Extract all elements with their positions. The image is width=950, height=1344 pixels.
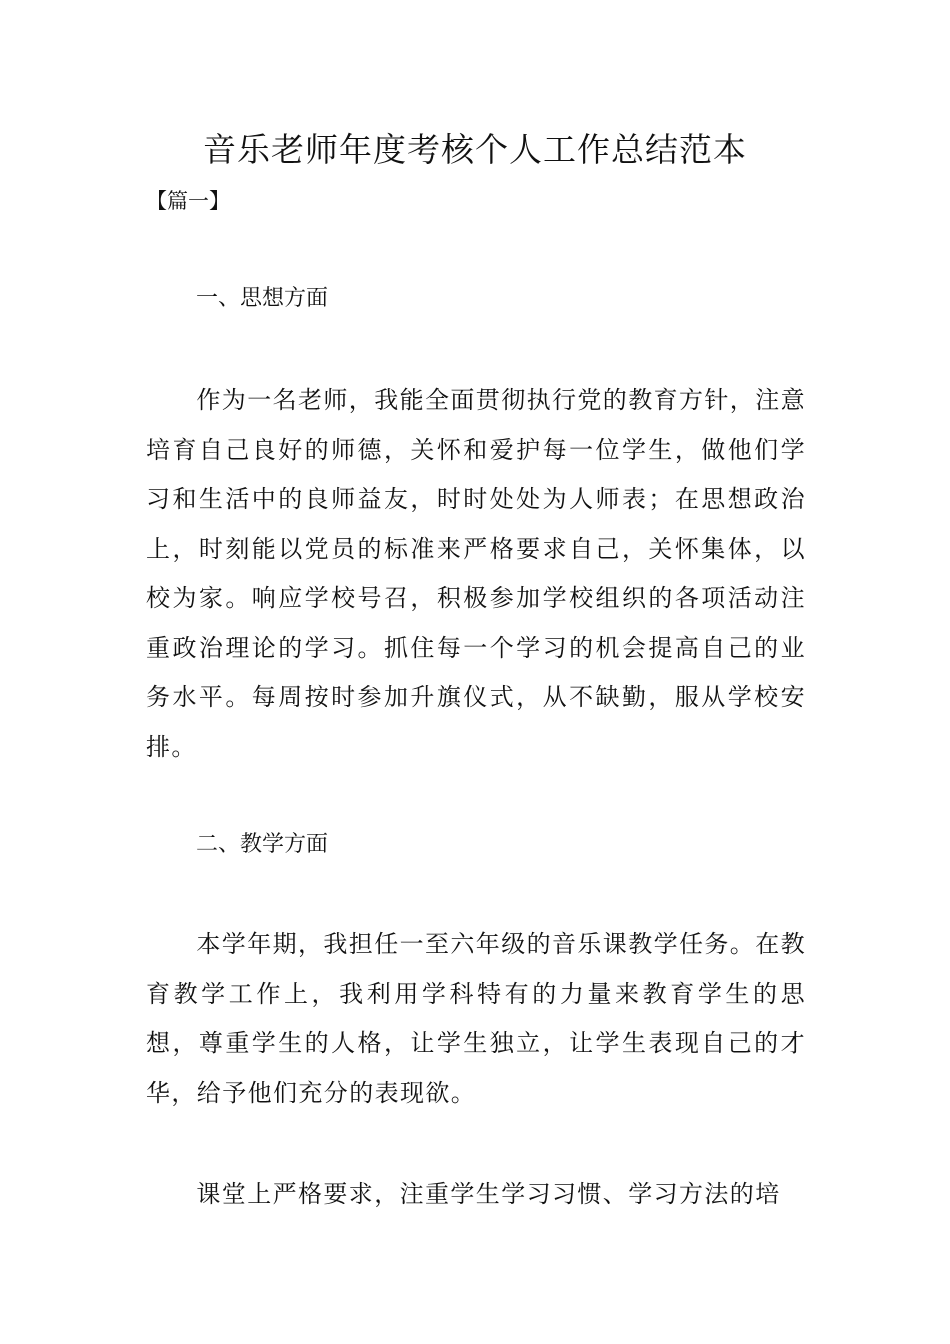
section-heading-thought: 一、思想方面 [196,286,329,311]
paragraph-thought: 作为一名老师，我能全面贯彻执行党的教育方针，注意培育自己良好的师德，关怀和爱护每一位学生，做他们学习和生活中的良师益友，时时处处为人师表；在思想政治上，时刻能以党员的标准来严格要求自己，关怀集体，以校为家。响应学校号召，积极参加学校组织的各项活动注重政治理论的学习。抓住每一个学习的机会提高自己的业务水平。每周按时参加升旗仪式，从不缺勤，服从学校安排。 [146,386,806,761]
document-title: 音乐老师年度考核个人工作总结范本 [203,130,747,169]
part-label: 【篇一】 [146,189,230,213]
paragraph-teaching-1: 本学年期，我担任一至六年级的音乐课教学任务。在教育教学工作上，我利用学科特有的力量来教育学生的思想，尊重学生的人格，让学生独立，让学生表现自己的才华，给予他们充分的表现欲。 [146,930,806,1107]
section-heading-teaching: 二、教学方面 [196,832,329,857]
paragraph-teaching-2: 课堂上严格要求，注重学生学习习惯、学习方法的培 [196,1180,781,1208]
